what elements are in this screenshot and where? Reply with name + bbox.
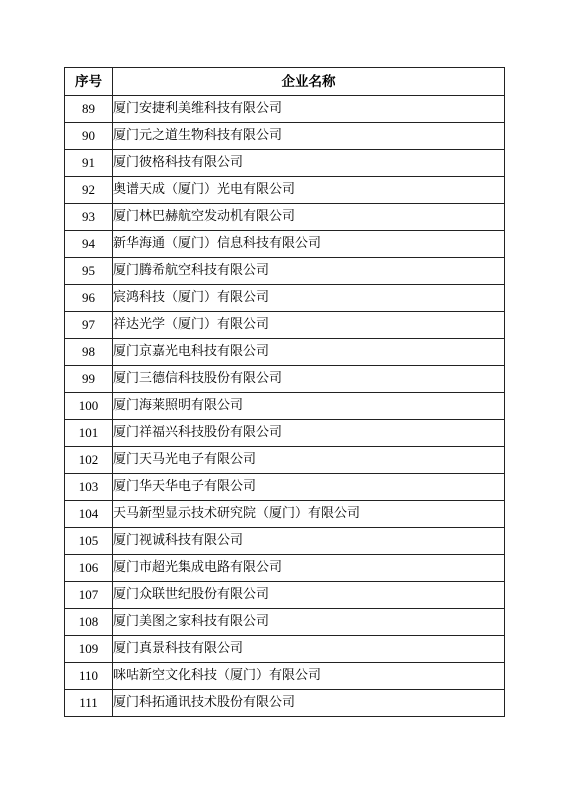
table-body — [65, 96, 505, 717]
row-company-name: 厦门海莱照明有限公司 — [113, 393, 505, 420]
table-row — [65, 96, 505, 123]
table-row — [65, 177, 505, 204]
row-index: 98 — [65, 339, 113, 366]
row-index: 89 — [65, 96, 113, 123]
table-row — [65, 393, 505, 420]
table-row — [65, 204, 505, 231]
table-row — [65, 447, 505, 474]
row-index: 93 — [65, 204, 113, 231]
row-index: 108 — [65, 609, 113, 636]
row-company-name: 厦门众联世纪股份有限公司 — [113, 582, 505, 609]
header-company-name: 企业名称 — [113, 68, 505, 96]
header-index: 序号 — [65, 68, 113, 96]
row-company-name: 厦门元之道生物科技有限公司 — [113, 123, 505, 150]
row-index: 100 — [65, 393, 113, 420]
table-row — [65, 528, 505, 555]
table-row — [65, 474, 505, 501]
table-row — [65, 150, 505, 177]
row-company-name: 宸鸿科技（厦门）有限公司 — [113, 285, 505, 312]
row-company-name: 厦门天马光电子有限公司 — [113, 447, 505, 474]
table-row — [65, 420, 505, 447]
row-index: 94 — [65, 231, 113, 258]
row-company-name: 厦门市超光集成电路有限公司 — [113, 555, 505, 582]
row-index: 96 — [65, 285, 113, 312]
row-index: 107 — [65, 582, 113, 609]
row-index: 106 — [65, 555, 113, 582]
row-company-name: 厦门华天华电子有限公司 — [113, 474, 505, 501]
table-row — [65, 339, 505, 366]
table-row — [65, 501, 505, 528]
row-index: 102 — [65, 447, 113, 474]
company-table — [64, 67, 505, 717]
row-index: 97 — [65, 312, 113, 339]
table-row — [65, 123, 505, 150]
row-company-name: 厦门腾希航空科技有限公司 — [113, 258, 505, 285]
row-index: 90 — [65, 123, 113, 150]
row-index: 104 — [65, 501, 113, 528]
row-index: 99 — [65, 366, 113, 393]
row-index: 95 — [65, 258, 113, 285]
row-company-name: 厦门祥福兴科技股份有限公司 — [113, 420, 505, 447]
row-company-name: 新华海通（厦门）信息科技有限公司 — [113, 231, 505, 258]
row-company-name: 厦门彼格科技有限公司 — [113, 150, 505, 177]
row-company-name: 厦门京嘉光电科技有限公司 — [113, 339, 505, 366]
row-company-name: 天马新型显示技术研究院（厦门）有限公司 — [113, 501, 505, 528]
table-row — [65, 366, 505, 393]
table-row — [65, 663, 505, 690]
table-row — [65, 258, 505, 285]
table-row — [65, 636, 505, 663]
row-index: 103 — [65, 474, 113, 501]
table-row — [65, 285, 505, 312]
row-company-name: 厦门科拓通讯技术股份有限公司 — [113, 690, 505, 717]
table-header-row — [65, 68, 505, 96]
row-company-name: 奥谱天成（厦门）光电有限公司 — [113, 177, 505, 204]
row-company-name: 厦门安捷利美维科技有限公司 — [113, 96, 505, 123]
table-row — [65, 690, 505, 717]
row-index: 110 — [65, 663, 113, 690]
table-row — [65, 609, 505, 636]
row-company-name: 咪咕新空文化科技（厦门）有限公司 — [113, 663, 505, 690]
row-company-name: 厦门真景科技有限公司 — [113, 636, 505, 663]
table-row — [65, 312, 505, 339]
row-company-name: 厦门美图之家科技有限公司 — [113, 609, 505, 636]
row-index: 101 — [65, 420, 113, 447]
table-row — [65, 582, 505, 609]
row-company-name: 厦门林巴赫航空发动机有限公司 — [113, 204, 505, 231]
table-row — [65, 555, 505, 582]
row-company-name: 厦门三德信科技股份有限公司 — [113, 366, 505, 393]
row-company-name: 厦门视诚科技有限公司 — [113, 528, 505, 555]
table-row — [65, 231, 505, 258]
row-company-name: 祥达光学（厦门）有限公司 — [113, 312, 505, 339]
row-index: 92 — [65, 177, 113, 204]
row-index: 109 — [65, 636, 113, 663]
row-index: 105 — [65, 528, 113, 555]
row-index: 91 — [65, 150, 113, 177]
row-index: 111 — [65, 690, 113, 717]
